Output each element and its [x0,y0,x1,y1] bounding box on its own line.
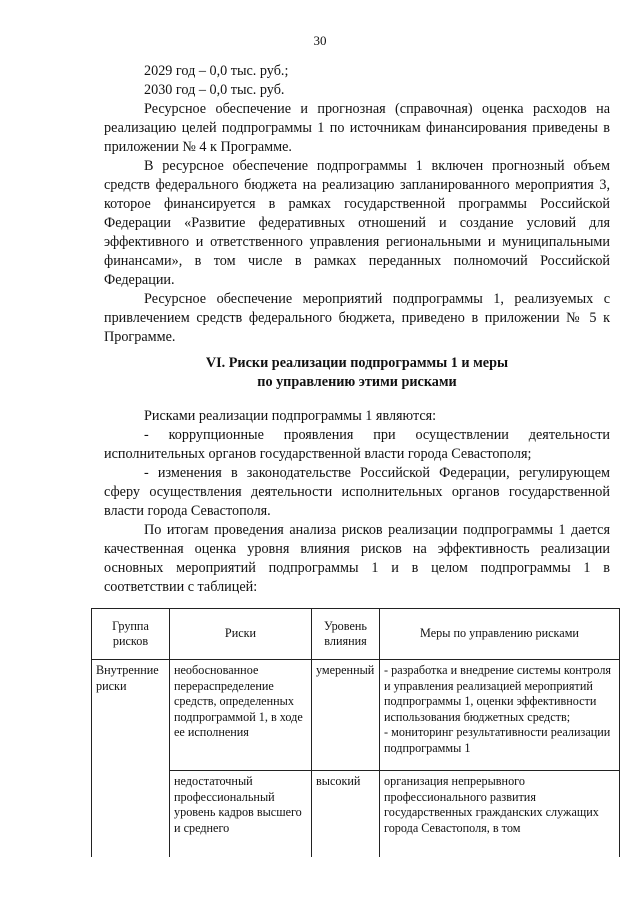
paragraph: В ресурсное обеспечение подпрограммы 1 включен прогнозный объем средств федерального бюджета на реализацию запланированного мероприятия 3, которое финансируется в рамках государственной программы Российской Федерации «Развитие федеративных отношений и создание условий для эффективного и ответственного управления региональными и муниципальными финансами», в том числе в рамках переданных полномочий Российской Федерации. [104,158,610,288]
paragraph: Рисками реализации подпрограммы 1 являются: [144,408,437,424]
paragraph: 2029 год – 0,0 тыс. руб.; [144,63,289,79]
paragraph: Ресурсное обеспечение и прогнозная (справочная) оценка расходов на реализацию целей подпрограммы 1 по источникам финансирования приведены в приложении № 4 к Программе. [104,101,610,155]
table-header-row [92,609,620,660]
section-heading-line-1: VI. Риски реализации подпрограммы 1 и меры [205,355,509,371]
section-heading [104,354,610,392]
page-number: 30 [313,33,327,48]
cell-measures: - разработка и внедрение системы контроля и управления реализацией мероприятий подпрограммы 1, оценки эффективности использования бюджетных средств; - мониторинг результативности реализации подпрограммы 1 [380,660,620,771]
paragraph: - коррупционные проявления при осуществлении деятельности исполнительных органов государственной власти города Севастополя; [104,427,610,462]
column-header-group: Группа рисков [92,609,170,660]
cell-risk: необоснованное перераспределение средств, определенных подпрограммой 1, в ходе ее исполнения [170,660,312,771]
cell-group: Внутренние риски [92,660,170,771]
paragraph: 2030 год – 0,0 тыс. руб. [144,82,285,98]
paragraph: - изменения в законодательстве Российской Федерации, регулирующем сферу осуществления деятельности исполнительных органов государственной власти города Севастополя. [104,465,610,519]
cell-level: умеренный [312,660,380,771]
cell-risk: недостаточный профессиональный уровень кадров высшего и среднего [170,771,312,858]
table-row [92,771,620,858]
column-header-measures: Меры по управлению рисками [380,609,620,660]
cell-level: высокий [312,771,380,858]
body-text-block-2 [104,407,610,597]
section-heading-line-2: по управлению этими рисками [257,374,457,390]
paragraph: Ресурсное обеспечение мероприятий подпрограммы 1, реализуемых с привлечением средств федерального бюджета, приведено в приложении № 5 к Программе. [104,291,610,345]
column-header-risks: Риски [170,609,312,660]
cell-measures: организация непрерывного профессионального развития государственных гражданских служащих города Севастополя, в том [380,771,620,858]
paragraph: По итогам проведения анализа рисков реализации подпрограммы 1 дается качественная оценка уровня влияния рисков на эффективность реализации основных мероприятий подпрограммы 1 и в целом подпрограммы 1 в соответствии с таблицей: [104,522,610,595]
risk-table [91,608,620,857]
table-row [92,660,620,771]
body-text-block-1 [104,62,610,347]
cell-group [92,771,170,858]
column-header-level: Уровень влияния [312,609,380,660]
